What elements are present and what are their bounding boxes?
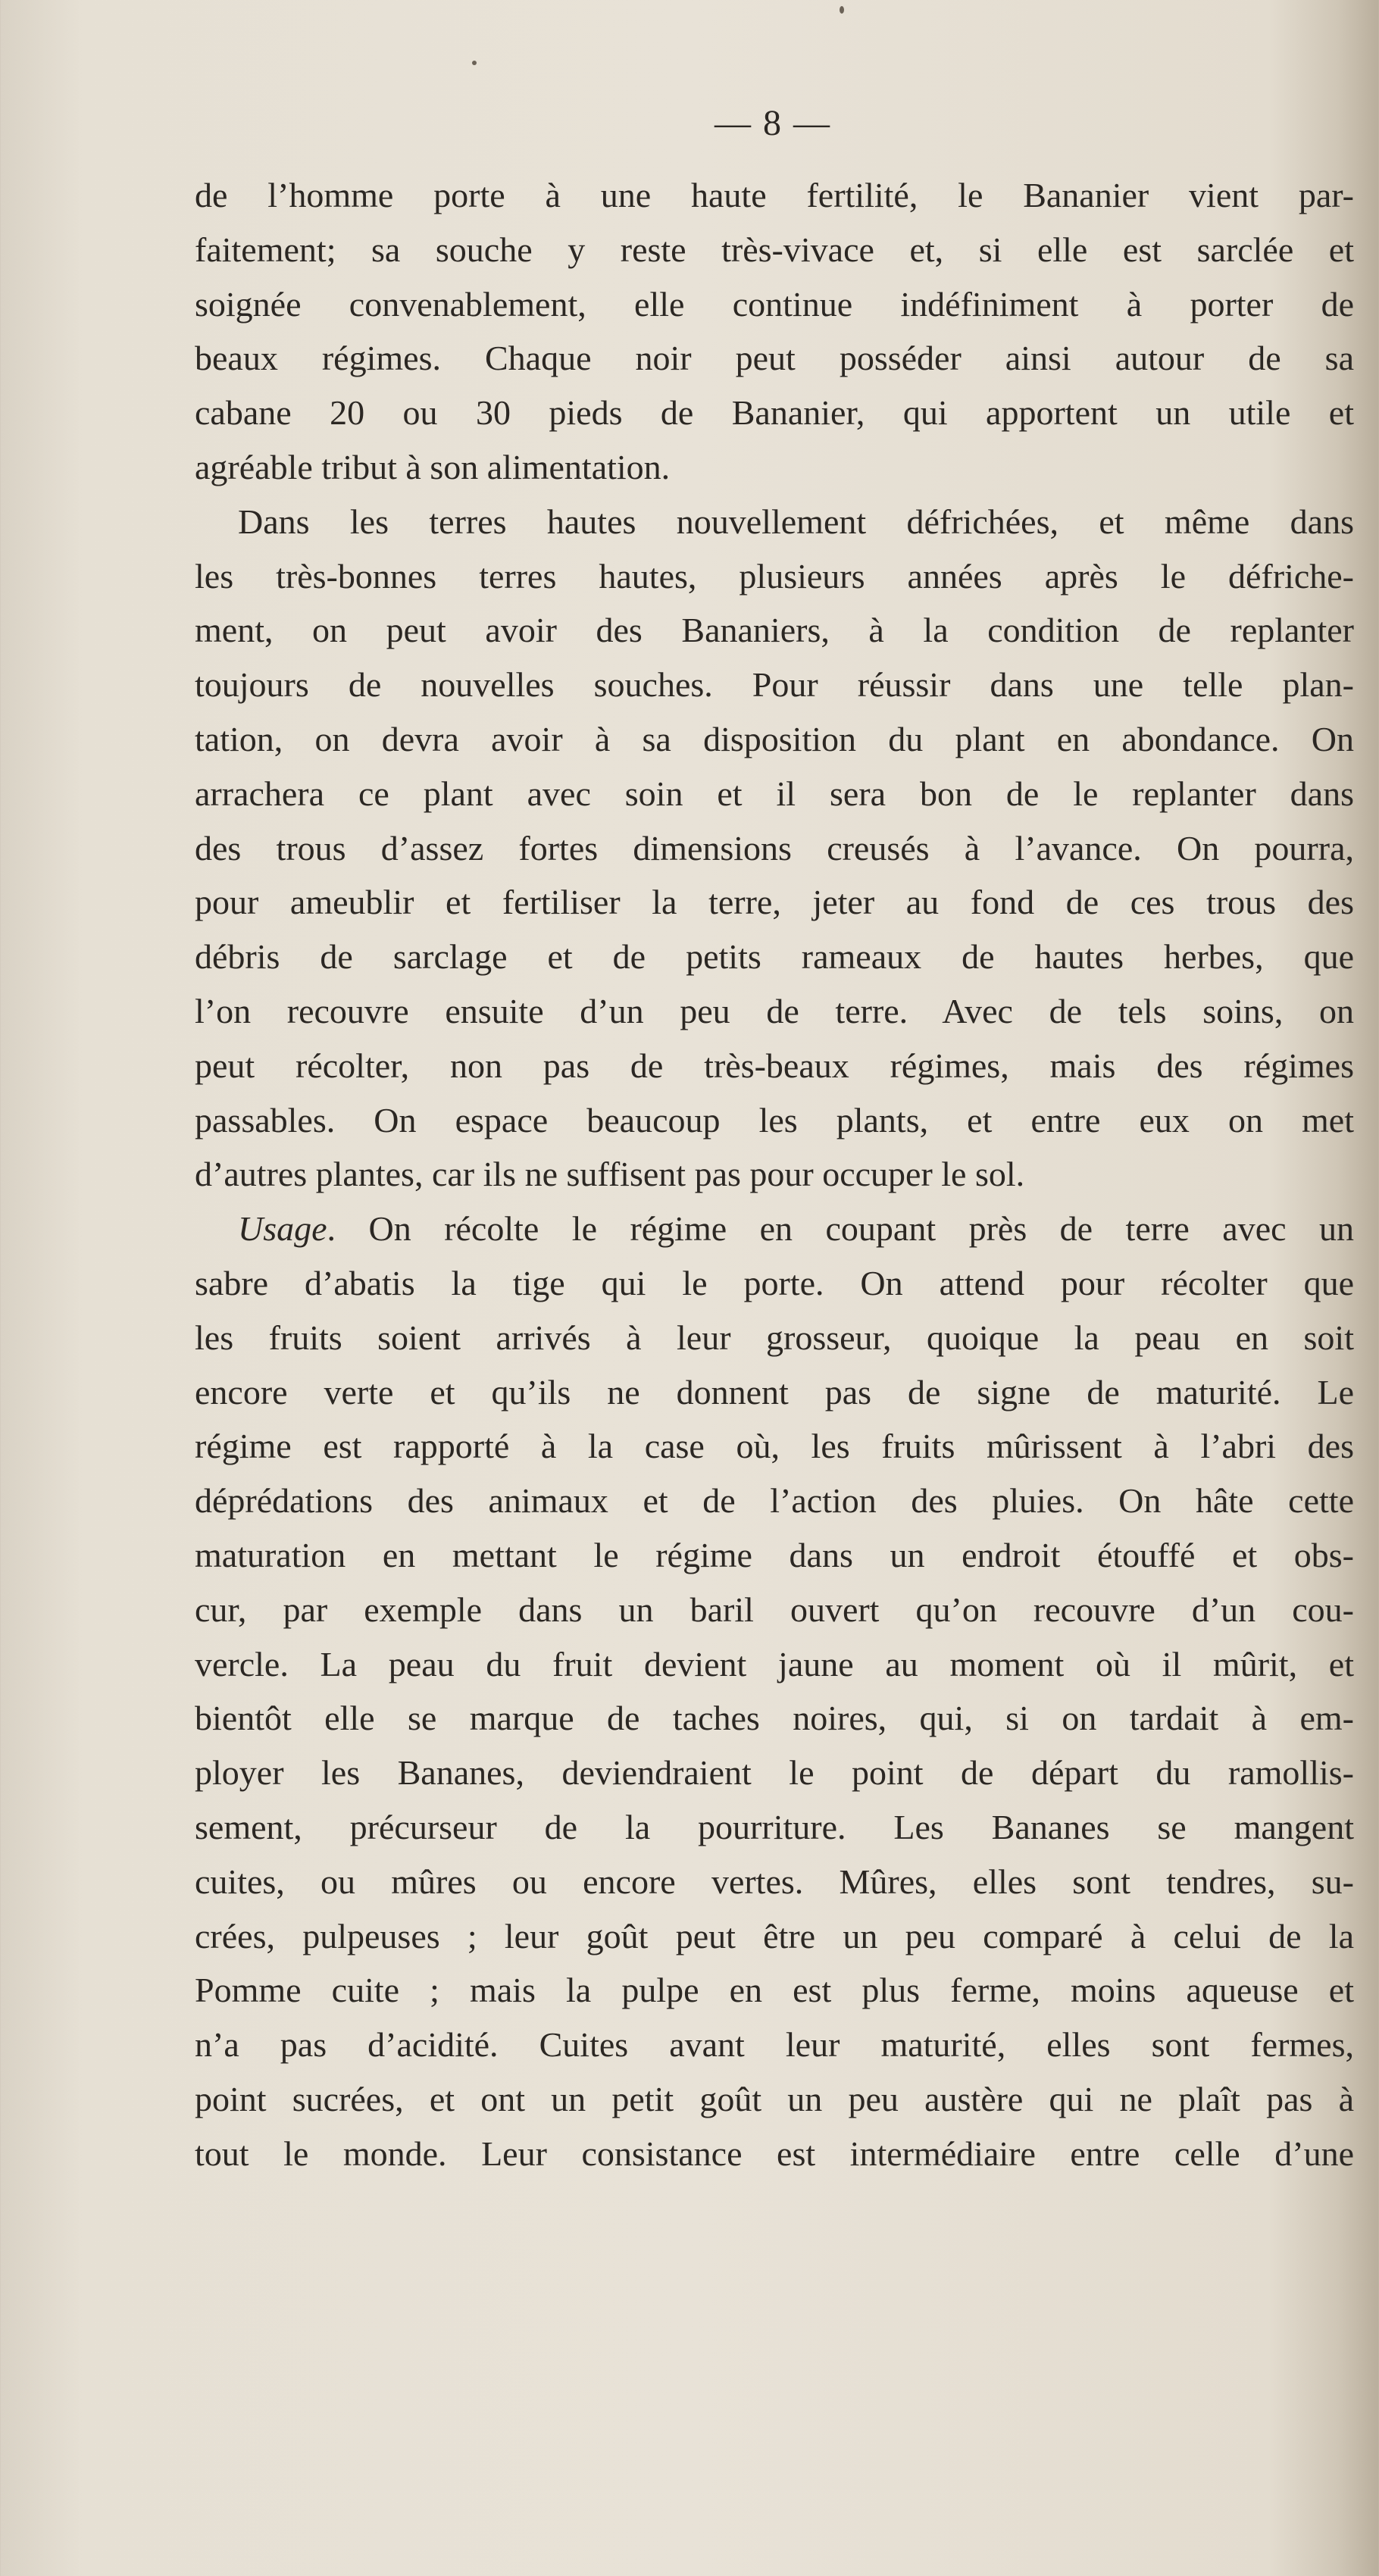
text-line — [195, 331, 1354, 386]
text-line — [195, 495, 1354, 549]
text-line — [195, 1909, 1354, 1964]
line-text: peut récolter, non pas de très-beaux régimes, mais des régimes — [195, 1046, 1354, 1085]
line-text: passables. On espace beaucoup les plants, et entre eux on met — [195, 1100, 1354, 1140]
line-text: encore verte et qu’ils ne donnent pas de signe de maturité. Le — [195, 1372, 1354, 1411]
line-text: régime est rapporté à la case où, les fruits mûrissent à l’abri des — [195, 1427, 1354, 1466]
text-line — [195, 1474, 1354, 1528]
line-text: . On récolte le régime en coupant près de terre avec un — [327, 1209, 1354, 1249]
text-line — [195, 168, 1354, 223]
text-line — [195, 1855, 1354, 1909]
text-line — [195, 930, 1354, 984]
line-text: ment, on peut avoir des Bananiers, à la condition de replanter — [195, 611, 1354, 650]
text-line — [195, 549, 1354, 604]
text-line — [195, 1202, 1354, 1256]
line-text: beaux régimes. Chaque noir peut posséder ainsi autour de sa — [195, 339, 1354, 378]
line-text: d’autres plantes, car ils ne suffisent pas pour occuper le sol. — [195, 1155, 1025, 1194]
text-line — [195, 223, 1354, 277]
text-line — [195, 1419, 1354, 1474]
line-text: soignée convenablement, elle continue indéfiniment à porter de — [195, 284, 1354, 324]
text-line — [195, 2072, 1354, 2127]
line-text: faitement; sa souche y reste très-vivace et, si elle est sarclée et — [195, 230, 1354, 269]
line-text: déprédations des animaux et de l’action des pluies. On hâte cette — [195, 1481, 1354, 1521]
line-text: toujours de nouvelles souches. Pour réussir dans une telle plan- — [195, 665, 1354, 705]
line-text: les fruits soient arrivés à leur grosseur, quoique la peau en soit — [195, 1318, 1354, 1357]
text-line — [195, 658, 1354, 712]
text-line — [195, 1256, 1354, 1311]
line-text: des trous d’assez fortes dimensions creusés à l’avance. On pourra, — [195, 828, 1354, 868]
line-text: cabane 20 ou 30 pieds de Bananier, qui apportent un utile et — [195, 393, 1354, 433]
text-line — [195, 1583, 1354, 1637]
text-line — [195, 984, 1354, 1039]
text-line — [195, 1365, 1354, 1420]
line-text: arrachera ce plant avec soin et il sera bon de le replanter dans — [195, 774, 1354, 813]
line-text: les très-bonnes terres hautes, plusieurs années après le défriche- — [195, 556, 1354, 596]
line-text: Pomme cuite ; mais la pulpe en est plus ferme, moins aqueuse et — [195, 1971, 1354, 2010]
line-text: Dans les terres hautes nouvellement défrichées, et même dans — [238, 502, 1354, 541]
text-line — [195, 821, 1354, 876]
text-line — [195, 603, 1354, 658]
line-text: crées, pulpeuses ; leur goût peut être un peu comparé à celui de la — [195, 1916, 1354, 1955]
text-line — [195, 767, 1354, 821]
text-line — [195, 1963, 1354, 2018]
text-line — [195, 386, 1354, 440]
line-text: vercle. La peau du fruit devient jaune au moment où il mûrit, et — [195, 1644, 1354, 1683]
paper-speck — [840, 6, 844, 14]
text-line — [195, 1528, 1354, 1583]
line-text: tation, on devra avoir à sa disposition du plant en abondance. On — [195, 719, 1354, 758]
line-text: point sucrées, et ont un petit goût un peu austère qui ne plaît pas à — [195, 2079, 1354, 2118]
text-line — [195, 277, 1354, 332]
line-text: de l’homme porte à une haute fertilité, le Bananier vient par- — [195, 176, 1354, 214]
paragraph — [195, 1202, 1354, 2181]
line-text: tout le monde. Leur consistance est intermédiaire entre celle d’une — [195, 2134, 1354, 2173]
text-line — [195, 875, 1354, 930]
line-text: agréable tribut à son alimentation. — [195, 447, 671, 486]
text-line — [195, 1093, 1354, 1148]
line-text: l’on recouvre ensuite d’un peu de terre. Avec de tels soins, on — [195, 991, 1354, 1030]
line-text: ployer les Bananes, deviendraient le point de départ du ramollis- — [195, 1753, 1354, 1793]
line-text: bientôt elle se marque de taches noires, qui, si on tardait à em- — [195, 1699, 1354, 1738]
line-text: pour ameublir et fertiliser la terre, jeter au fond de ces trous des — [195, 883, 1354, 922]
text-line — [195, 2018, 1354, 2072]
text-line — [195, 1039, 1354, 1093]
text-line — [195, 1637, 1354, 1692]
text-line — [195, 440, 1354, 495]
text-line — [195, 1311, 1354, 1365]
line-text: débris de sarclage et de petits rameaux de hautes herbes, que — [195, 937, 1354, 977]
paragraph — [195, 168, 1354, 495]
text-line — [195, 1800, 1354, 1855]
text-line — [195, 1691, 1354, 1746]
paper-speck — [472, 61, 477, 65]
section-lead-italic: Usage — [238, 1209, 327, 1249]
line-text: cuites, ou mûres ou encore vertes. Mûres, elles sont tendres, su- — [195, 1862, 1354, 1901]
text-line — [195, 712, 1354, 767]
line-text: cur, par exemple dans un baril ouvert qu’on recouvre d’un cou- — [195, 1590, 1354, 1629]
text-line — [195, 1746, 1354, 1800]
body-text — [195, 168, 1354, 2181]
text-line — [195, 2127, 1354, 2181]
paragraph — [195, 495, 1354, 1202]
page-number: — 8 — — [715, 103, 831, 143]
text-line — [195, 1147, 1354, 1202]
line-text: maturation en mettant le régime dans un endroit étouffé et obs- — [195, 1535, 1354, 1574]
line-text: n’a pas d’acidité. Cuites avant leur maturité, elles sont fermes, — [195, 2025, 1354, 2065]
line-text: sement, précurseur de la pourriture. Les Bananes se mangent — [195, 1807, 1354, 1846]
line-text: sabre d’abatis la tige qui le porte. On attend pour récolter que — [195, 1263, 1354, 1302]
